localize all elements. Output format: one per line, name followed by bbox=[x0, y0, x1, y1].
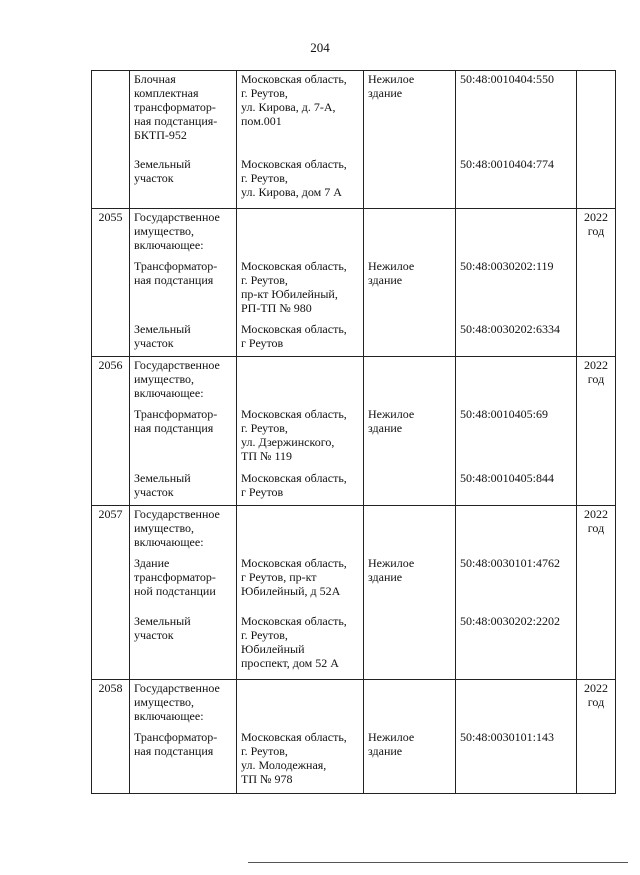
table-row bbox=[92, 71, 616, 156]
object-name: Земельный участок bbox=[130, 613, 237, 680]
year bbox=[577, 258, 616, 321]
cadastral-number: 50:48:0010405:844 bbox=[456, 470, 577, 506]
object-address bbox=[237, 209, 364, 258]
object-type: Нежилое здание bbox=[364, 71, 456, 156]
object-type: Нежилое здание bbox=[364, 729, 456, 794]
table-row bbox=[92, 729, 616, 794]
object-type bbox=[364, 209, 456, 258]
table-row bbox=[92, 156, 616, 209]
cadastral-number bbox=[456, 209, 577, 258]
cadastral-number: 50:48:0030202:119 bbox=[456, 258, 577, 321]
object-address: Московская область, г. Реутов, ул. Дзержинского, ТП № 119 bbox=[237, 406, 364, 470]
object-type bbox=[364, 613, 456, 680]
year bbox=[577, 555, 616, 613]
cadastral-number: 50:48:0010404:774 bbox=[456, 156, 577, 209]
row-number: 2056 bbox=[92, 357, 130, 406]
year: 2022 год bbox=[577, 209, 616, 258]
cadastral-number: 50:48:0030202:6334 bbox=[456, 321, 577, 357]
year bbox=[577, 470, 616, 506]
table-row bbox=[92, 258, 616, 321]
object-name: Трансформатор- ная подстанция bbox=[130, 258, 237, 321]
object-type: Нежилое здание bbox=[364, 555, 456, 613]
cadastral-number: 50:48:0030101:143 bbox=[456, 729, 577, 794]
object-name: Блочная комплектная трансформатор- ная подстанция- БКТП-952 bbox=[130, 71, 237, 156]
table-row bbox=[92, 406, 616, 470]
object-name: Государственное имущество, включающее: bbox=[130, 357, 237, 406]
object-type bbox=[364, 470, 456, 506]
row-number: 2055 bbox=[92, 209, 130, 258]
object-address: Московская область, г Реутов, пр-кт Юбилейный, д 52А bbox=[237, 555, 364, 613]
table-row bbox=[92, 506, 616, 555]
cadastral-number bbox=[456, 506, 577, 555]
object-name: Земельный участок bbox=[130, 156, 237, 209]
table-row bbox=[92, 321, 616, 357]
row-number bbox=[92, 613, 130, 680]
row-number bbox=[92, 258, 130, 321]
object-type bbox=[364, 156, 456, 209]
table-row bbox=[92, 555, 616, 613]
object-type bbox=[364, 357, 456, 406]
year: 2022 год bbox=[577, 506, 616, 555]
cadastral-number bbox=[456, 357, 577, 406]
cadastral-number: 50:48:0030101:4762 bbox=[456, 555, 577, 613]
object-address: Московская область, г. Реутов, ул. Молодежная, ТП № 978 bbox=[237, 729, 364, 794]
object-name: Государственное имущество, включающее: bbox=[130, 506, 237, 555]
table-row bbox=[92, 470, 616, 506]
row-number bbox=[92, 321, 130, 357]
object-type: Нежилое здание bbox=[364, 258, 456, 321]
object-type bbox=[364, 680, 456, 729]
object-type: Нежилое здание bbox=[364, 406, 456, 470]
object-address: Московская область, г Реутов bbox=[237, 321, 364, 357]
row-number bbox=[92, 470, 130, 506]
object-address: Московская область, г. Реутов, Юбилейный проспект, дом 52 А bbox=[237, 613, 364, 680]
row-number bbox=[92, 555, 130, 613]
object-name: Земельный участок bbox=[130, 321, 237, 357]
row-number bbox=[92, 71, 130, 156]
year bbox=[577, 71, 616, 156]
cadastral-number: 50:48:0010405:69 bbox=[456, 406, 577, 470]
row-number: 2058 bbox=[92, 680, 130, 729]
year bbox=[577, 156, 616, 209]
object-type bbox=[364, 321, 456, 357]
year bbox=[577, 406, 616, 470]
object-name: Трансформатор- ная подстанция bbox=[130, 406, 237, 470]
object-name: Здание трансформатор- ной подстанции bbox=[130, 555, 237, 613]
row-number bbox=[92, 729, 130, 794]
year bbox=[577, 321, 616, 357]
bottom-rule bbox=[248, 862, 628, 863]
cadastral-number: 50:48:0030202:2202 bbox=[456, 613, 577, 680]
object-type bbox=[364, 506, 456, 555]
property-registry-table bbox=[91, 70, 616, 794]
object-address: Московская область, г. Реутов, ул. Кирова, дом 7 А bbox=[237, 156, 364, 209]
object-address bbox=[237, 506, 364, 555]
object-name: Государственное имущество, включающее: bbox=[130, 209, 237, 258]
table-row bbox=[92, 680, 616, 729]
year: 2022 год bbox=[577, 680, 616, 729]
cadastral-number bbox=[456, 680, 577, 729]
object-address: Московская область, г. Реутов, ул. Кирова, д. 7-А, пом.001 bbox=[237, 71, 364, 156]
object-address: Московская область, г Реутов bbox=[237, 470, 364, 506]
cadastral-number: 50:48:0010404:550 bbox=[456, 71, 577, 156]
object-address bbox=[237, 680, 364, 729]
object-address bbox=[237, 357, 364, 406]
table-row bbox=[92, 613, 616, 680]
object-name: Земельный участок bbox=[130, 470, 237, 506]
object-address: Московская область, г. Реутов, пр-кт Юбилейный, РП-ТП № 980 bbox=[237, 258, 364, 321]
year bbox=[577, 613, 616, 680]
table-row bbox=[92, 357, 616, 406]
table-row bbox=[92, 209, 616, 258]
page-number: 204 bbox=[310, 40, 330, 55]
row-number: 2057 bbox=[92, 506, 130, 555]
year bbox=[577, 729, 616, 794]
object-name: Трансформатор- ная подстанция bbox=[130, 729, 237, 794]
year: 2022 год bbox=[577, 357, 616, 406]
row-number bbox=[92, 406, 130, 470]
row-number bbox=[92, 156, 130, 209]
object-name: Государственное имущество, включающее: bbox=[130, 680, 237, 729]
